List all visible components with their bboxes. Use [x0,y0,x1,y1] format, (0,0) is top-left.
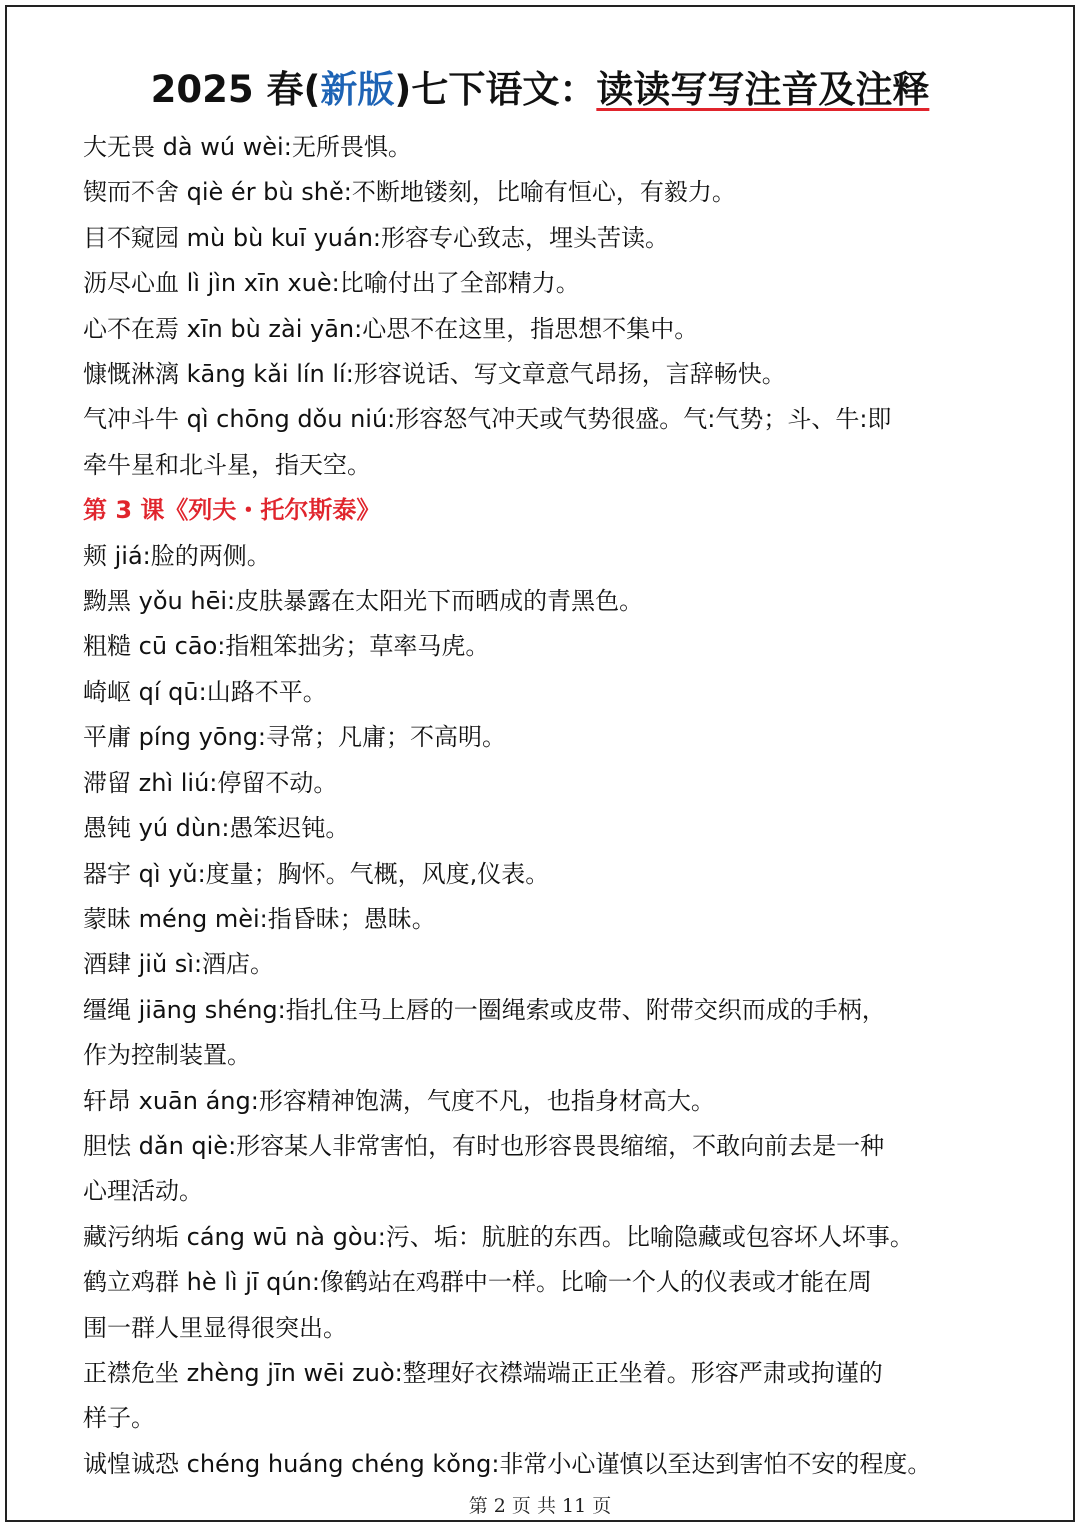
entry-line: 正襟危坐 zhèng jīn wēi zuò:整理好衣襟端端正正坐着。形容严肃或拘谨的 [83,1358,883,1387]
title-part-year: 2025 春( [150,68,321,111]
title-part-subject: )七下语文： [394,68,597,111]
entry-line: 滞留 zhì liú:停留不动。 [83,768,338,797]
page-footer: 第 2 页 共 11 页 [468,1495,612,1517]
entry-line: 心不在焉 xīn bù zài yān:心思不在这里，指思想不集中。 [83,314,699,343]
entry-line: 藏污纳垢 cáng wū nà gòu:污、垢：肮脏的东西。比喻隐藏或包容坏人坏事。 [83,1222,914,1251]
title-part-topic: 读读写写注音及注释 [596,68,930,111]
entry-line: 崎岖 qí qū:山路不平。 [83,677,327,706]
entry-line: 愚钝 yú dùn:愚笨迟钝。 [83,814,350,843]
entry-line: 轩昂 xuān áng:形容精神饱满，气度不凡，也指身材高大。 [83,1086,715,1115]
lesson-heading: 第 3 课《列夫・托尔斯泰》 [83,496,381,525]
entry-line: 锲而不舍 qiè ér bù shě:不断地镂刻，比喻有恒心，有毅力。 [83,178,736,207]
entry-line: 胆怯 dǎn qiè:形容某人非常害怕，有时也形容畏畏缩缩，不敢向前去是一种 [83,1131,885,1160]
title-part-new-edition: 新版 [320,68,395,111]
entry-line: 沥尽心血 lì jìn xīn xuè:比喻付出了全部精力。 [83,269,580,298]
entry-line: 作为控制装置。 [83,1041,251,1070]
entry-line: 慷慨淋漓 kāng kǎi lín lí:形容说话、写文章意气昂扬，言辞畅快。 [83,360,786,389]
entry-line: 牵牛星和北斗星，指天空。 [83,450,371,479]
entry-line: 心理活动。 [83,1177,203,1206]
entry-line: 颊 jiá:脸的两侧。 [83,541,271,570]
entry-line: 大无畏 dà wú wèi:无所畏惧。 [83,133,412,161]
entry-line: 黝黑 yǒu hēi:皮肤暴露在太阳光下而晒成的青黑色。 [83,587,644,616]
entry-line: 平庸 píng yōng:寻常；凡庸；不高明。 [83,723,507,752]
page-title [7,65,1073,115]
entry-line: 器宇 qì yǔ:度量；胸怀。气概，风度,仪表。 [83,859,550,888]
entry-line: 目不窥园 mù bù kuī yuán:形容专心致志，埋头苦读。 [83,223,670,252]
entry-line: 诚惶诚恐 chéng huáng chéng kǒng:非常小心谨慎以至达到害怕不安的程度。 [83,1449,932,1478]
entry-line: 样子。 [83,1404,155,1433]
entry-line: 酒肆 jiǔ sì:酒店。 [83,950,275,979]
document-page [5,5,1075,1522]
content-body [83,125,1018,1487]
entry-line: 围一群人里显得很突出。 [83,1313,347,1342]
entry-line: 缰绳 jiāng shéng:指扎住马上唇的一圈绳索或皮带、附带交织而成的手柄， [83,995,886,1024]
entry-line: 鹤立鸡群 hè lì jī qún:像鹤站在鸡群中一样。比喻一个人的仪表或才能在周 [83,1268,872,1297]
entry-line: 气冲斗牛 qì chōng dǒu niú:形容怒气冲天或气势很盛。气:气势；斗、牛:即 [83,405,892,434]
entry-line: 粗糙 cū cāo:指粗笨拙劣；草率马虎。 [83,632,490,661]
entry-line: 蒙昧 méng mèi:指昏昧；愚昧。 [83,904,436,933]
